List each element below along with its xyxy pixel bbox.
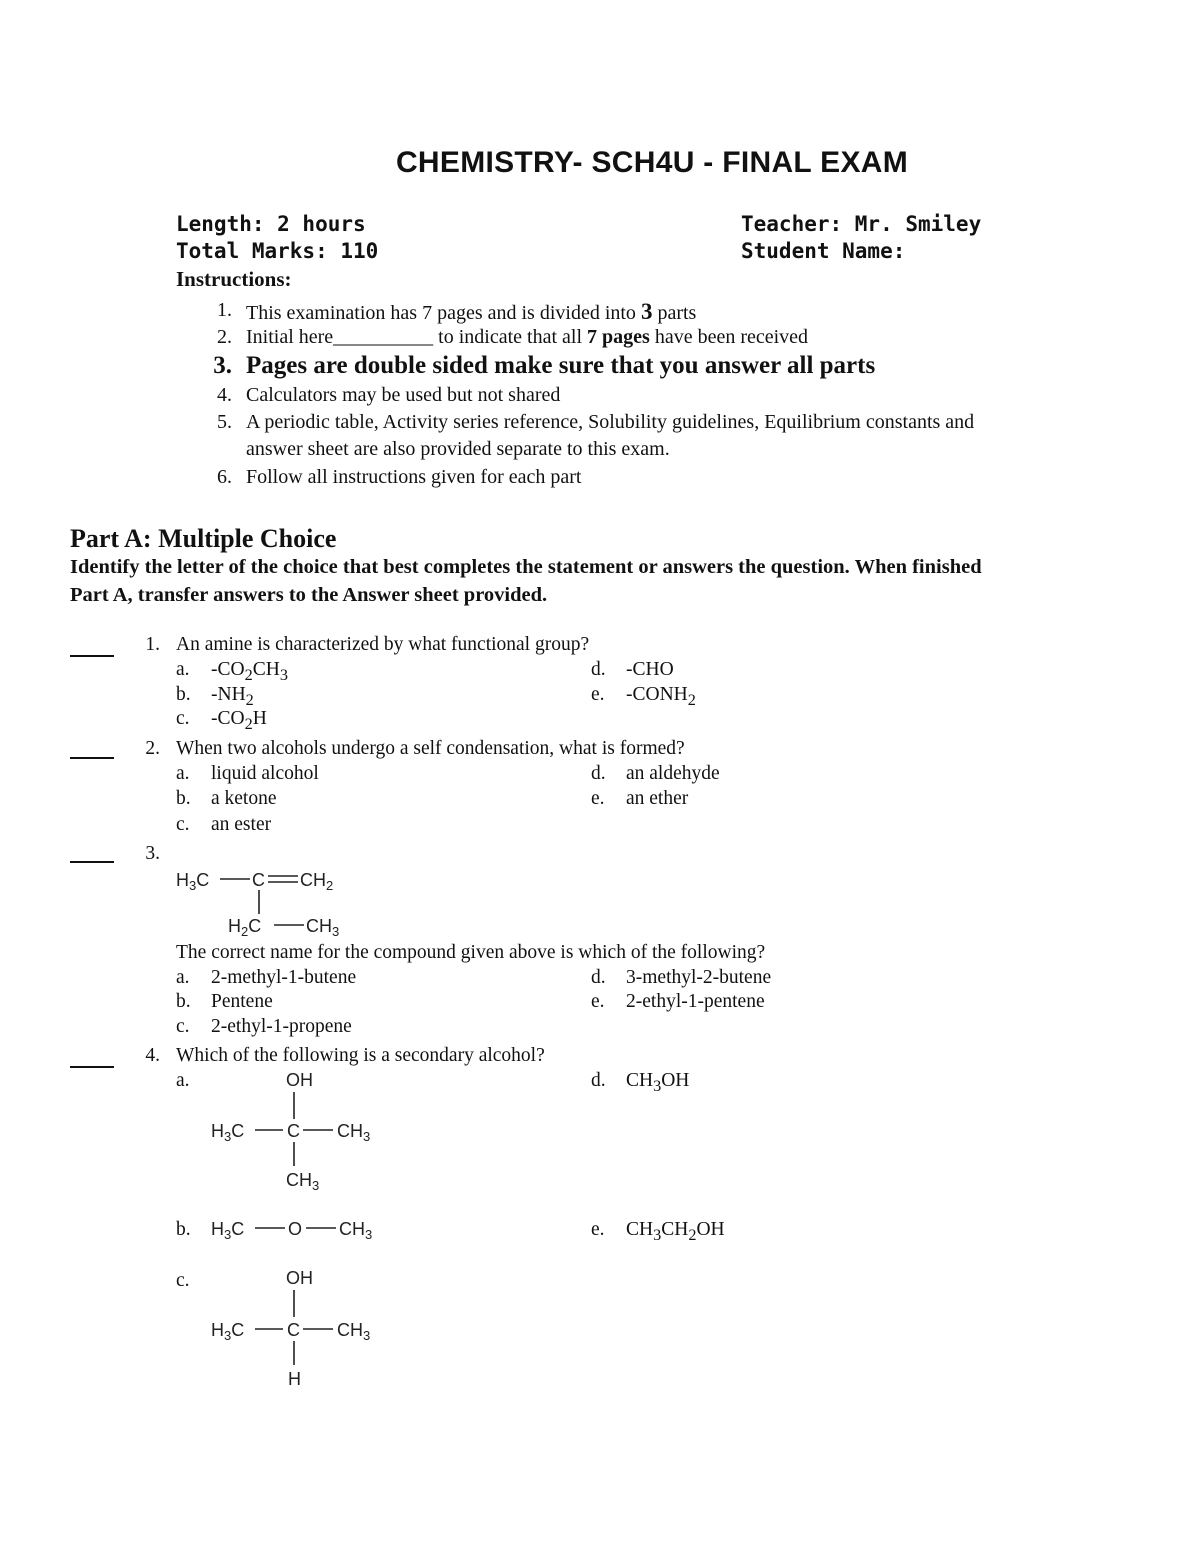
structure-label-ch3: CH3 [337,1121,371,1144]
question-text: An amine is characterized by what functional group? [176,634,590,655]
question-text: Which of the following is a secondary alcohol? [176,1045,545,1066]
option-label: b. [176,1219,191,1240]
question-number: 1. [145,634,160,655]
structure-label-ch2: CH2 [300,870,334,893]
option-text: $-CO_2H$ [211,708,267,733]
option-label: e. [591,684,605,705]
structure-label-c: C [287,1121,300,1141]
answer-blank[interactable] [70,757,114,759]
option-label: c. [176,814,190,835]
option-text: $CH_3CH_2OH$ [626,1219,725,1244]
option-label: d. [591,1070,606,1091]
part-a-description: Part A, transfer answers to the Answer sheet provided. [70,584,548,606]
question-text: When two alcohols undergo a self condensation, what is formed? [176,738,685,759]
teacher-name: Teacher: Mr. Smiley [741,212,982,236]
structure-label-h: H [288,1369,301,1389]
option-label: c. [176,1016,190,1037]
option-text: -CHO [626,659,674,680]
option-c-structure [205,1264,395,1390]
option-text: liquid alcohol [211,763,319,784]
option-label: d. [591,967,606,988]
structure-label-h3c: H3C [211,1320,245,1343]
answer-blank[interactable] [70,861,114,863]
structure-label-c: C [252,870,265,890]
structure-label-ch3: CH3 [286,1170,320,1192]
option-label: b. [176,684,191,705]
option-label: c. [176,708,190,729]
option-text: $-CONH_2$ [626,684,696,709]
exam-length: Length: 2 hours [176,212,366,236]
structure-label-oh: OH [286,1268,313,1288]
option-text: $-NH_2$ [211,684,254,709]
structure-label-h2c: H2C [228,916,262,939]
option-text: an ether [626,788,689,809]
part-a-title: Part A: Multiple Choice [70,524,337,553]
option-label: b. [176,788,191,809]
option-text: $-CO_2CH_3$ [211,659,288,684]
structure-label-o: O [288,1219,303,1239]
option-b-structure [205,1212,395,1242]
instructions-heading: Instructions: [176,267,292,291]
question-number: 3. [145,843,160,864]
question-number: 4. [145,1045,160,1066]
structure-label-h3c: H3C [176,870,210,893]
compound-structure [170,862,370,942]
option-label: a. [176,659,190,680]
option-label: c. [176,1270,190,1291]
option-label: b. [176,991,191,1012]
option-text: $CH_3OH$ [626,1070,690,1095]
option-label: d. [591,763,606,784]
option-text: 2-methyl-1-butene [211,967,357,988]
exam-title: CHEMISTRY- SCH4U - FINAL EXAM [395,146,909,179]
structure-label-c: C [287,1320,300,1340]
option-text: an aldehyde [626,763,720,784]
structure-label-h3c: H3C [211,1121,245,1144]
answer-blank[interactable] [70,655,114,657]
structure-label-ch3: CH3 [306,916,340,939]
option-text: 3-methyl-2-butene [626,967,772,988]
option-label: a. [176,967,190,988]
question-text: The correct name for the compound given above is which of the following? [176,942,766,963]
option-label: a. [176,763,190,784]
student-name-label: Student Name: [741,239,906,263]
total-marks: Total Marks: 110 [176,239,379,263]
structure-label-ch3: CH3 [337,1320,371,1343]
structure-label-oh: OH [286,1070,313,1090]
option-text: an ester [211,814,272,835]
option-text: a ketone [211,788,277,809]
structure-label-h3c: H3C [211,1219,245,1242]
structure-label-ch3: CH3 [339,1219,373,1242]
option-text: 2-ethyl-1-pentene [626,991,765,1012]
part-a-description: Identify the letter of the choice that best completes the statement or answers the question. When finished [70,556,982,578]
question-number: 2. [145,738,160,759]
option-label: a. [176,1070,190,1091]
option-label: e. [591,1219,605,1240]
option-text: 2-ethyl-1-propene [211,1016,352,1037]
option-a-structure [205,1066,395,1192]
option-label: e. [591,788,605,809]
option-text: Pentene [211,991,273,1012]
option-label: d. [591,659,606,680]
answer-blank[interactable] [70,1066,114,1068]
option-label: e. [591,991,605,1012]
